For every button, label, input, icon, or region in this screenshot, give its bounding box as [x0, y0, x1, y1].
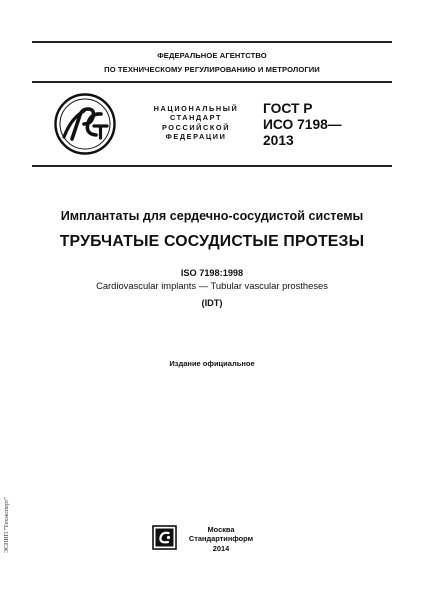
agency-name-line-2: ПО ТЕХНИЧЕСКОМУ РЕГУЛИРОВАНИЮ И МЕТРОЛОГИИ	[104, 65, 320, 74]
national-standard-line: СТАНДАРТ	[169, 113, 223, 123]
gost-line-1: ГОСТ Р	[263, 101, 313, 116]
gost-designation	[263, 101, 342, 149]
national-standard-line: РОССИЙСКОЙ	[161, 122, 231, 132]
document-title: ТРУБЧАТЫЕ СОСУДИСТЫЕ ПРОТЕЗЫ	[59, 233, 365, 250]
english-title: Cardiovascular implants — Tubular vascular prostheses	[96, 280, 328, 291]
iso-reference: ISO 7198:1998	[180, 268, 244, 278]
side-watermark	[2, 480, 12, 570]
agency-name-line-1: ФЕДЕРАЛЬНОЕ АГЕНТСТВО	[157, 51, 267, 60]
gost-line-2: ИСО 7198—	[263, 117, 342, 132]
national-standard-line: НАЦИОНАЛЬНЫЙ	[153, 104, 239, 113]
equivalence-label: (IDT)	[201, 298, 223, 308]
publisher-block	[186, 525, 256, 553]
publisher-year: 2014	[212, 543, 230, 553]
standartinform-logo-icon	[152, 525, 177, 550]
national-standard-line: ФЕДЕРАЦИИ	[165, 132, 227, 142]
header-top-rule	[32, 41, 392, 43]
gost-line-3: 2013	[263, 133, 294, 148]
rst-certification-mark-icon	[54, 93, 116, 155]
publisher-name: Стандартинформ	[188, 534, 254, 544]
national-standard-label	[150, 104, 242, 142]
edition-label: Издание официальное	[169, 359, 255, 368]
side-watermark-text: ЭСНИП "Техэксперт"	[4, 497, 10, 553]
publisher-city: Москва	[207, 525, 235, 534]
document-subtitle: Имплантаты для сердечно-сосудистой системы	[60, 209, 364, 223]
standard-block-rule	[32, 165, 392, 167]
header-bottom-rule	[32, 81, 392, 83]
